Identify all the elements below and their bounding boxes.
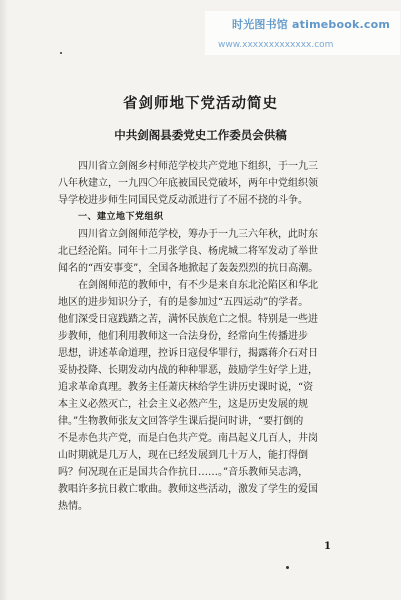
body-line: 思想，讲述革命道理，控诉日寇侵华罪行，揭露蒋介石对日 (58, 348, 318, 359)
body-line: 教唱许多抗日救亡歌曲。教师这些活动，激发了学生的爱国 (58, 484, 318, 495)
body-line: 八年秋建立，一九四〇年底被国民党破坏，两年中党组织领 (58, 178, 318, 189)
body-line: 追求革命真理。教务主任萧庆林给学生讲历史课时说，“资 (58, 382, 314, 393)
body-line: 四川省立剑阁乡村师范学校共产党地下组织，于一九三 (78, 161, 318, 172)
watermark-url: www.xxxxxxxxxxxxx.com (218, 40, 334, 50)
body-line: 他们深受日寇践踏之苦，满怀民族危亡之恨。特别是一些进 (58, 314, 318, 325)
body-line: 闻名的“西安事变”，全国各地掀起了轰轰烈烈的抗日高潮。 (58, 263, 319, 274)
body-line: 吗？何况现在正是国共合作抗日……。”音乐教师吴志鸿， (58, 467, 309, 478)
body-line: 地区的进步知识分子，有的是参加过“五四运动”的学者。 (58, 297, 309, 308)
scan-speck (286, 566, 289, 569)
body-line: 妥协投降、长期发动内战的种种罪恶，鼓励学生好学上进， (58, 365, 318, 376)
body-line: 步教师，他们利用教师这一合法身份，经常向生传播进步 (58, 331, 308, 342)
body-line: 热情。 (58, 501, 88, 512)
body-line: 导学校进步师生同国民党反动派进行了不屈不挠的斗争。 (58, 195, 308, 206)
document-title: 省剑师地下党活动简史 (123, 95, 278, 112)
body-line: 本主义必然灭亡，社会主义必然产生，这是历史发展的规 (58, 399, 308, 410)
body-line: 四川省立剑阁师范学校，筹办于一九三六年秋，此时东 (78, 229, 318, 240)
section-heading: 一、建立地下党组织 (78, 212, 164, 222)
body-line: 律。”生物教师张友文回答学生课后提问时讲，“要打倒的 (58, 416, 304, 427)
document-body (58, 158, 358, 515)
body-line: 在剑阁师范的教师中，有不少是来自东北沦陷区和华北 (78, 280, 318, 291)
scan-shadow (0, 0, 8, 600)
body-line: 山时期就是几万人，现在已经发展到几十万人，能打得倒 (58, 450, 308, 461)
page-number: 1 (324, 541, 331, 552)
scan-speck (60, 52, 62, 54)
body-line: 不是赤色共产党，而是白色共产党。南昌起义几百人，井岗 (58, 433, 318, 444)
document-author: 中共剑阁县委党史工作委员会供稿 (114, 128, 287, 142)
watermark-text: 时光图书馆 atimebook.com (232, 18, 391, 31)
body-line: 北已经沦陷。同年十二月张学良、杨虎城二将军发动了举世 (58, 246, 318, 257)
